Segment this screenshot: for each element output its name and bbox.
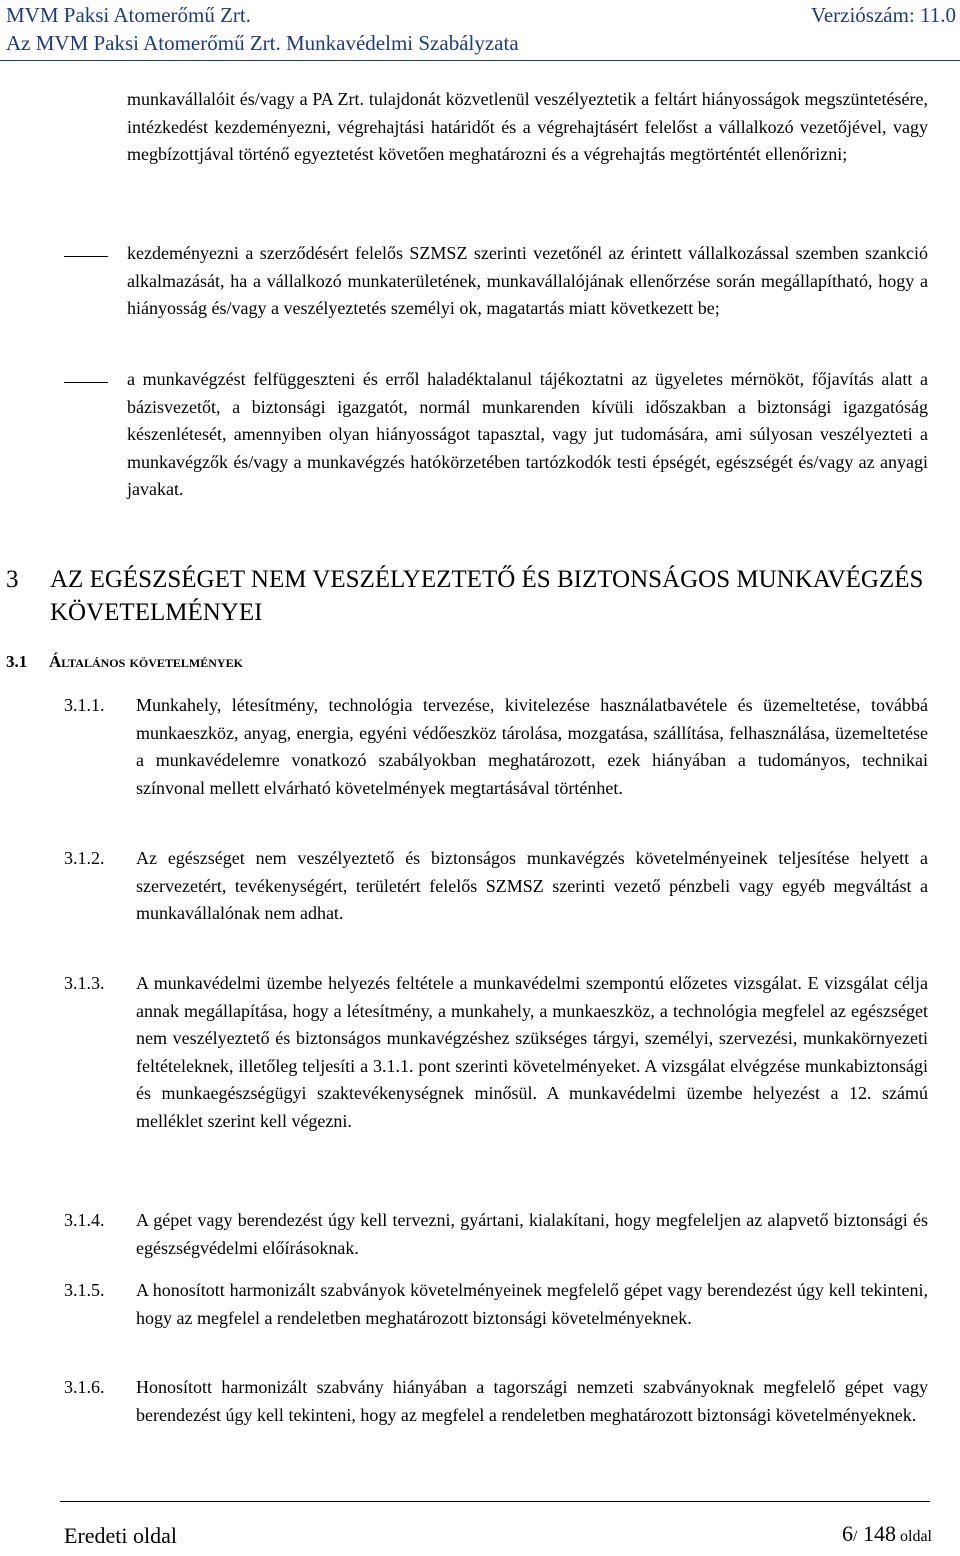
current-page: 6 xyxy=(842,1521,854,1546)
page-separator: / xyxy=(853,1528,858,1545)
bullet-item: kezdeményezni a szerződésért felelős SZMSZ szerinti vezetőnél az érintett vállalkozással szemben szankció alkalmazását, ha a vállalkozó munkaterületének, munkavállalójának ellenőrzése során megállapítható, hogy a hiányosság és/vagy a veszélyeztetés személyi ok, magatartás miatt következett be; xyxy=(127,243,928,319)
subsection-number: 3.1.3. xyxy=(64,973,105,993)
page-suffix: oldal xyxy=(896,1528,932,1545)
subsection-text: Az egészséget nem veszélyeztető és biztonságos munkavégzés követelményeinek teljesítése helyett a szervezetért, tevékenységért, területért felelős SZMSZ szerinti vezető pénzbeli vagy egyéb megváltást a munkavállalónak nem adhat. xyxy=(136,848,928,924)
header-company: MVM Paksi Atomerőmű Zrt. xyxy=(6,3,251,27)
footer-rule xyxy=(60,1501,930,1502)
chapter-number: 3 xyxy=(6,566,19,593)
continued-paragraph: munkavállalóit és/vagy a PA Zrt. tulajdonát közvetlenül veszélyeztetik a feltárt hiányosságok megszüntetésére, intézkedést kezdeményezni, végrehajtási határidőt és a végrehajtásért felelőst a vállalkozó vezetőjével, vagy megbízottjával történő egyeztetést követően meghatározni és a végrehajtás megtörténtét ellenőrizni; xyxy=(127,89,928,165)
subsection-text: A honosított harmonizált szabványok követelményeinek megfelelő gépet vagy berendezést úgy kell tekinteni, hogy az megfelel a rendeletben meghatározott biztonsági követelményeknek. xyxy=(136,1280,928,1328)
header-version: Verziószám: 11.0 xyxy=(810,3,956,27)
bullet-dash xyxy=(64,382,108,383)
bullet-dash xyxy=(64,256,108,257)
total-pages: 148 xyxy=(857,1521,896,1546)
subsection-number: 3.1.6. xyxy=(64,1377,105,1397)
chapter-title: AZ EGÉSZSÉGET NEM VESZÉLYEZTETŐ ÉS BIZTONSÁGOS MUNKAVÉGZÉS KÖVETELMÉNYEI xyxy=(50,566,924,626)
footer-page-number xyxy=(842,1521,932,1547)
page-footer xyxy=(0,1495,960,1556)
bullet-item: a munkavégzést felfüggeszteni és erről haladéktalanul tájékoztatni az ügyeletes mérnököt, főjavítás alatt a bázisvezetőt, a biztonsági igazgatót, normál munkarenden kívüli időszakban a biztonsági igazgatóság készenlétesét, amennyiben olyan hiányosságot tapasztal, vagy jut tudomására, ami súlyosan veszélyezteti a munkavégzők és/vagy a munkavégzés hatókörzetében tartózkodók testi épségét, egészségét és/vagy az anyagi javakat. xyxy=(127,369,928,500)
header-row-bottom xyxy=(6,31,956,55)
subsection-number: 3.1.4. xyxy=(64,1210,105,1230)
header-rule xyxy=(0,60,960,61)
subsection-number: 3.1.1. xyxy=(64,695,105,715)
subsection-text: A gépet vagy berendezést úgy kell tervezni, gyártani, kialakítani, hogy megfeleljen az alapvető biztonsági és egészségvédelmi előírásoknak. xyxy=(136,1210,928,1258)
footer-original-page: Eredeti oldal xyxy=(64,1523,178,1548)
page-header xyxy=(0,0,960,62)
section-number: 3.1 xyxy=(6,652,28,671)
subsection-text: A munkavédelmi üzembe helyezés feltétele a munkavédelmi szempontú előzetes vizsgálat. E vizsgálat célja annak megállapítása, hogy a létesítmény, a munkahely, a munkaeszköz, a technológia megfelel az egészséget nem veszélyeztető és biztonságos munkavégzéshez szükséges tárgyi, személyi, szervezési, munkakörnyezeti feltételeknek, illetőleg teljesíti a 3.1.1. pont szerinti követelményeket. A vizsgálat elvégzése munkabiztonsági és munkaegészségügyi szaktevékenységnek minősül. A munkavédelmi üzembe helyezést a 12. számú melléklet szerint kell végezni. xyxy=(136,973,928,1131)
subsection-text: Munkahely, létesítmény, technológia tervezése, kivitelezése használatbavétele és üzemeltetése, továbbá munkaeszköz, anyag, energia, egyéni védőeszköz tárolása, mozgatása, szállítása, felhasználása, üzemeltetése a munkavédelemre vonatkozó szabályokban meghatározott, ezek hiányában a tudományos, technikai színvonal mellett elvárható követelmények megtartásával történhet. xyxy=(136,695,928,798)
subsection-number: 3.1.5. xyxy=(64,1280,105,1300)
subsection-text: Honosított harmonizált szabvány hiányában a tagországi nemzeti szabványoknak megfelelő gépet vagy berendezést úgy kell tekinteni, hogy az megfelel a rendeletben meghatározott biztonsági követelményeknek. xyxy=(136,1377,928,1425)
subsection-number: 3.1.2. xyxy=(64,848,105,868)
section-title: Általános követelmények xyxy=(49,652,243,671)
header-document-title: Az MVM Paksi Atomerőmű Zrt. Munkavédelmi Szabályzata xyxy=(6,31,519,55)
header-row-top xyxy=(6,3,956,27)
